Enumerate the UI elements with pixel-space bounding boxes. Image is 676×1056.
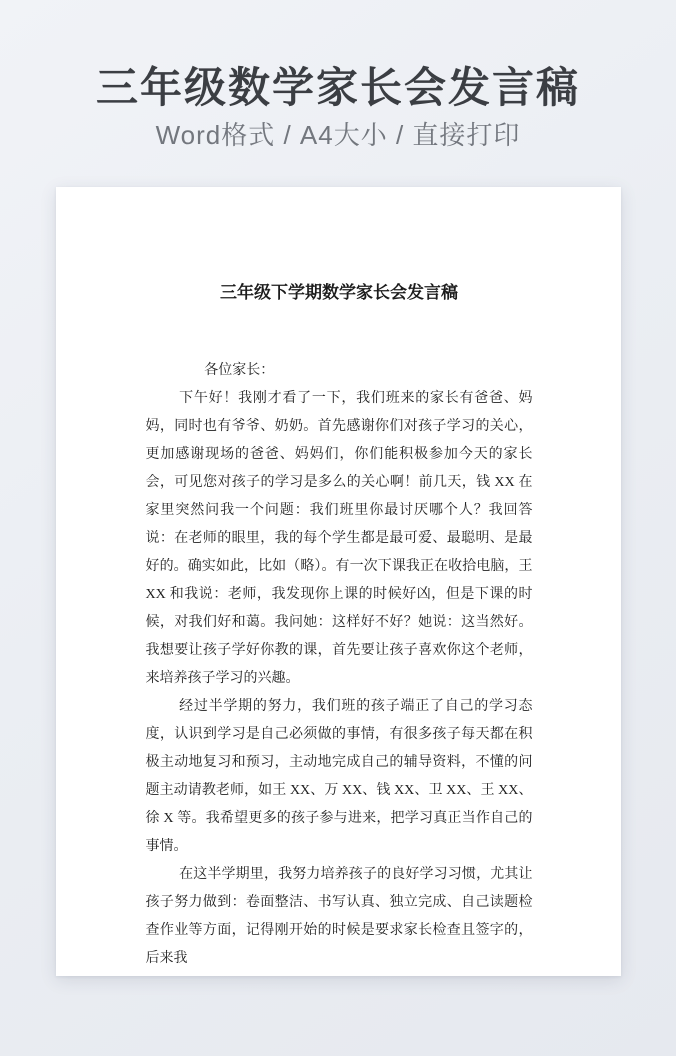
document-title: 三年级下学期数学家长会发言稿 xyxy=(220,283,458,302)
document-body xyxy=(146,357,533,973)
document-sheet xyxy=(56,187,621,976)
banner-title: 三年级数学家长会发言稿 xyxy=(95,64,580,111)
greeting-line: 各位家长： xyxy=(204,363,275,378)
paragraph-3: 在这半学期里，我努力培养孩子的良好学习习惯，尤其让孩子努力做到：卷面整洁、书写认真、独立完成、自己读题检查作业等方面，记得刚开始的时候是要求家长检查且签字的，后来我 xyxy=(145,867,533,966)
paragraph-1: 下午好！我刚才看了一下，我们班来的家长有爸爸、妈妈，同时也有爷爷、奶奶。首先感谢你们对孩子学习的关心，更加感谢现场的爸爸、妈妈们，你们能积极参加今天的家长会，可见您对孩子的学习是多么的关心啊！前几天，钱 XX 在家里突然问我一个问题：我们班里你最讨厌哪个人？我回答说：在老师的眼里，我的每个学生都是最可爱、最聪明、是最好的。确实如此，比如（略）。有一次下课我正在收拾电脑，王 XX 和我说：老师，我发现你上课的时候好凶，但是下课的时候，对我们好和蔼。我问她：这样好不好？她说：这当然好。我想要让孩子学好你教的课，首先要让孩子喜欢你这个老师，来培养孩子学习的兴趣。 xyxy=(145,391,533,686)
banner-subtitle: Word格式 / A4大小 / 直接打印 xyxy=(155,120,521,150)
site-banner xyxy=(0,0,676,152)
paragraph-2: 经过半学期的努力，我们班的孩子端正了自己的学习态度，认识到学习是自己必须做的事情，有很多孩子每天都在积极主动地复习和预习，主动地完成自己的辅导资料，不懂的问题主动请教老师，如王 XX、万 XX、钱 XX、卫 XX、王 XX、徐 X 等。我希望更多的孩子参与进来，把学习真正当作自己的事情。 xyxy=(145,699,533,854)
